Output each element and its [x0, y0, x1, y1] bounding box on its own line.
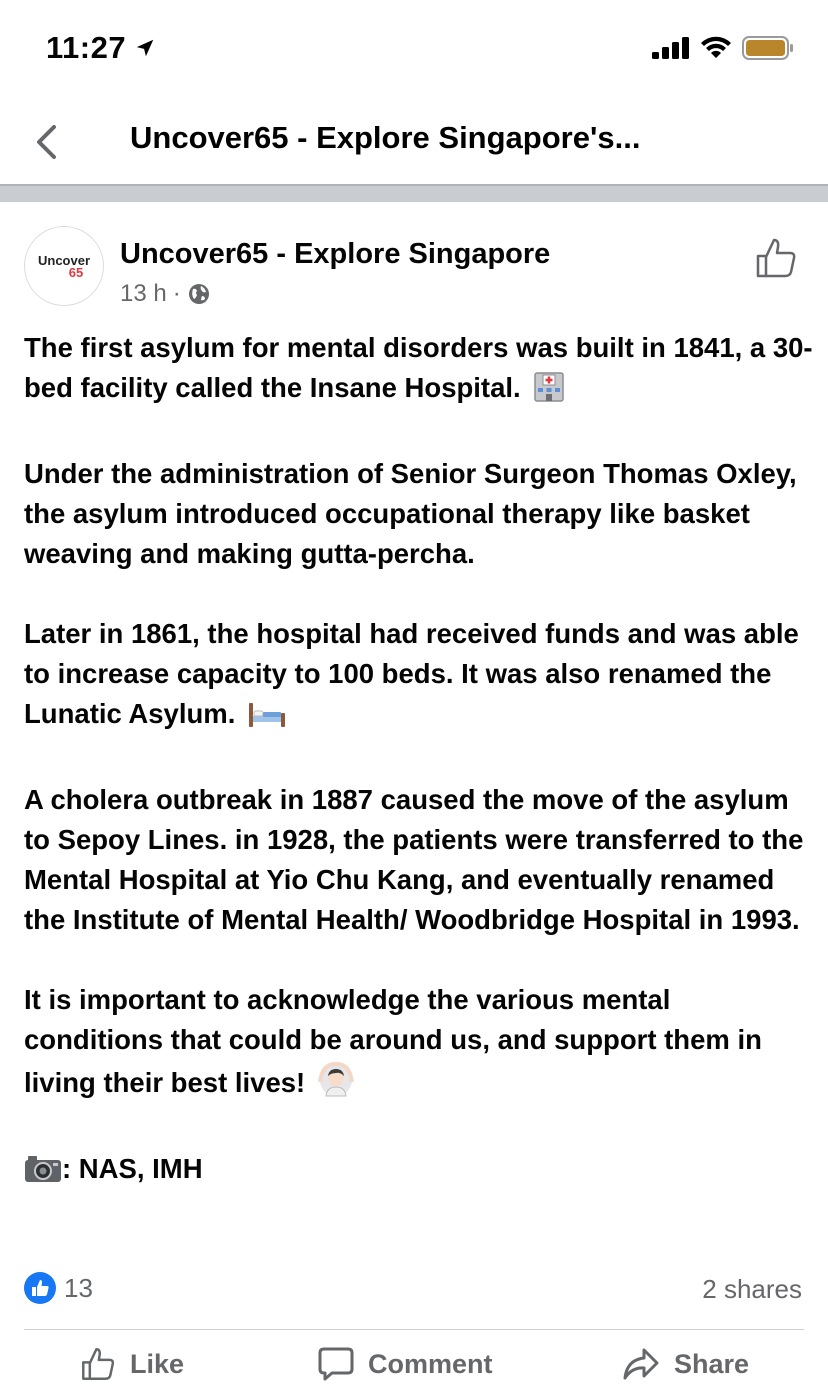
post-paragraph: A cholera outbreak in 1887 caused the move of the asylum to Sepoy Lines. in 1928, the patients were transferred to the Mental Hospital at Yio Chu Kang, and eventually renamed the Institute of Mental Health/ Woodbridge Hospital in 1993. — [24, 784, 804, 935]
wifi-icon — [700, 36, 732, 60]
nav-divider — [0, 184, 828, 202]
status-bar — [0, 0, 828, 100]
cellular-signal-icon — [652, 37, 690, 59]
photo-credit-text: : NAS, IMH — [62, 1153, 203, 1184]
avatar-logo-text: Uncover — [37, 252, 91, 268]
hospital-emoji-icon — [532, 369, 566, 414]
like-reaction-icon — [24, 1272, 56, 1304]
reaction-summary[interactable] — [24, 1272, 93, 1304]
share-arrow-icon — [622, 1346, 660, 1382]
comment-button[interactable] — [318, 1346, 493, 1382]
avatar-logo-number: 65 — [68, 264, 84, 280]
post-body — [24, 328, 814, 1195]
like-button[interactable] — [80, 1346, 184, 1382]
share-button[interactable] — [622, 1346, 749, 1382]
battery-icon — [742, 36, 794, 60]
navigation-bar — [0, 100, 828, 184]
page-avatar[interactable] — [24, 226, 104, 306]
reaction-count: 13 — [64, 1272, 93, 1303]
footer-divider — [24, 1329, 804, 1330]
post-meta — [120, 280, 211, 308]
comment-label: Comment — [368, 1348, 493, 1379]
paragraph-text: The first asylum for mental disorders was built in 1841, a 30-bed facility called the Insane Hospital. — [24, 332, 813, 403]
clock-text: 11:27 — [46, 30, 127, 65]
like-label: Like — [130, 1348, 185, 1379]
photo-credit — [24, 1149, 814, 1195]
post-header — [0, 202, 828, 322]
post-paragraph — [24, 328, 814, 414]
comment-bubble-icon — [318, 1346, 354, 1382]
post-paragraph — [24, 980, 814, 1109]
page-name-link[interactable]: Uncover65 - Explore Singapore — [120, 238, 551, 270]
post-timestamp[interactable]: 13 h — [120, 280, 167, 307]
post-paragraph — [24, 614, 814, 740]
thumbs-up-icon — [80, 1346, 116, 1382]
location-arrow-icon — [134, 37, 156, 59]
share-count-link[interactable]: 2 shares — [702, 1274, 802, 1304]
page-title: Uncover65 - Explore Singapore's... — [130, 120, 641, 155]
paragraph-text: It is important to acknowledge the various mental conditions that could be around us, and support them in living their best lives! — [24, 984, 762, 1098]
globe-icon — [187, 282, 211, 306]
back-button[interactable] — [26, 120, 66, 164]
camera-emoji-icon — [24, 1154, 62, 1195]
person-gesturing-ok-emoji-icon — [317, 1060, 355, 1109]
chevron-left-icon — [34, 124, 58, 160]
action-bar — [0, 1346, 828, 1388]
bed-emoji-icon — [247, 700, 287, 740]
share-label: Share — [674, 1348, 750, 1379]
post-paragraph: Under the administration of Senior Surgeon Thomas Oxley, the asylum introduced occupational therapy like basket weaving and making gutta-percha. — [24, 458, 797, 569]
like-page-button[interactable] — [754, 236, 798, 280]
status-icons — [652, 36, 794, 60]
paragraph-text: Later in 1861, the hospital had received funds and was able to increase capacity to 100 beds. It was also renamed the Lunatic Asylum. — [24, 618, 799, 729]
status-time — [46, 30, 156, 66]
meta-separator: · — [172, 280, 181, 307]
